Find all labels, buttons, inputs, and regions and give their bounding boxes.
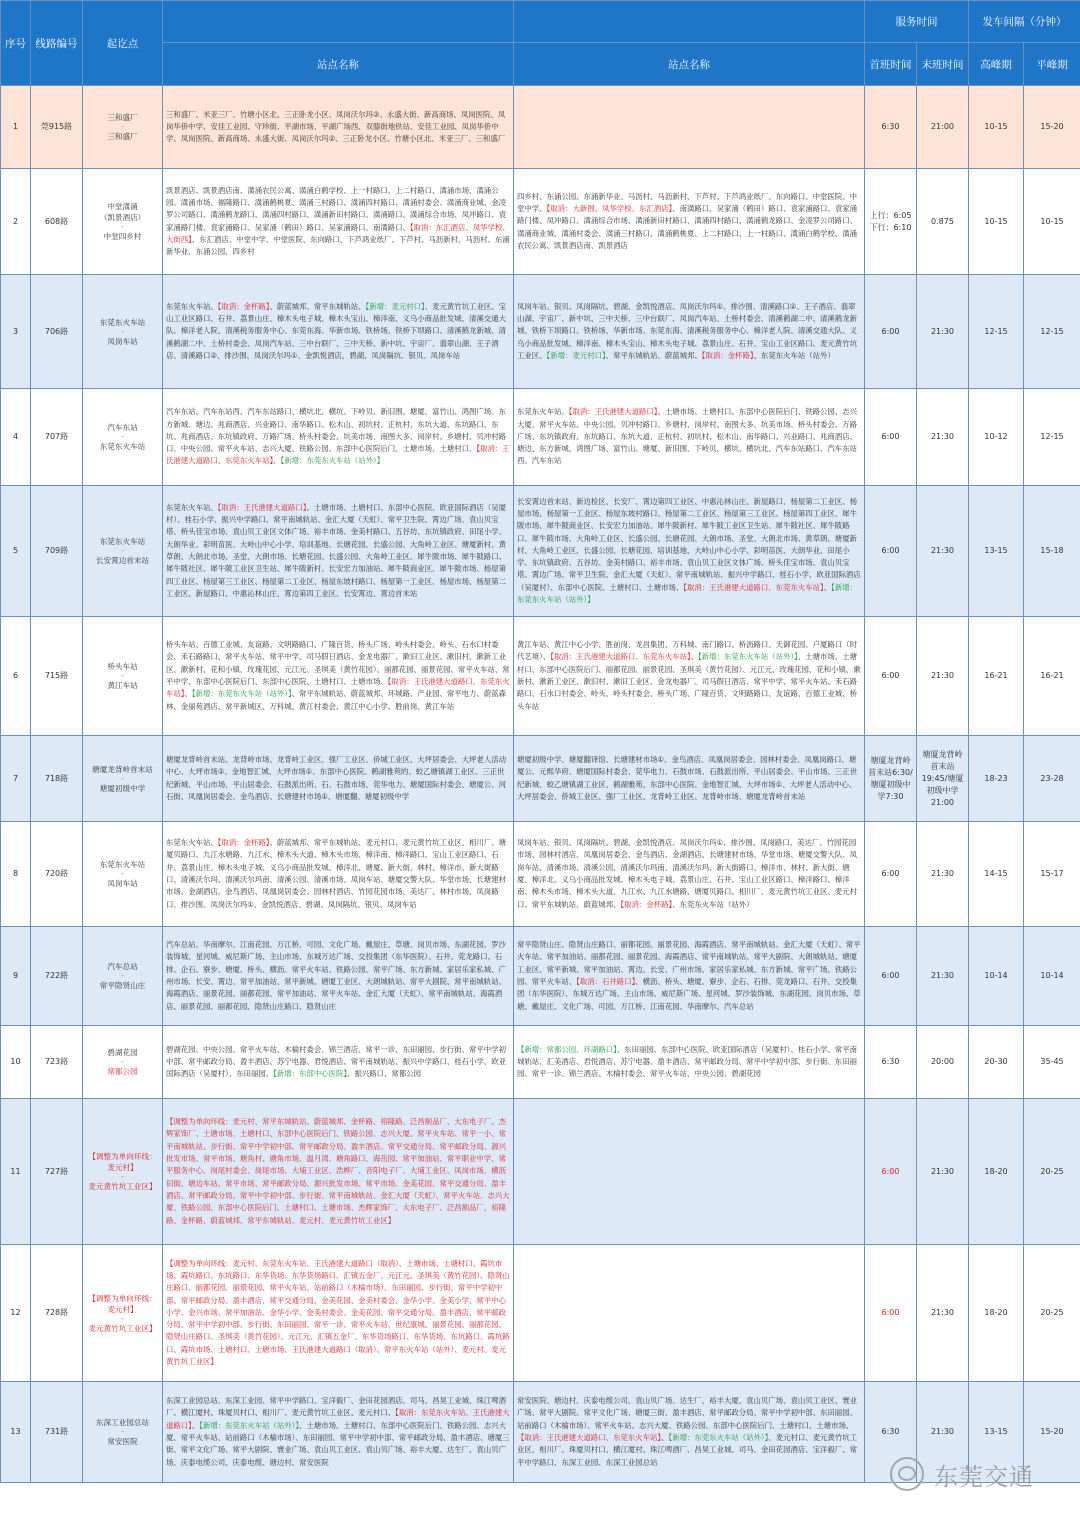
end-point: 中堂四乡村 [103,232,142,241]
last-bus-time: 塘厦龙背岭首末站19:45/塘厦初级中学21:00 [917,736,969,822]
stop-segment: 【取消：王氏港建大道路口、东莞东火车站】 [166,677,510,699]
first-bus-time: 6:00 [865,1245,917,1382]
stop-segment: 【取消：王氏港建大道路口、东莞东火车站】 [517,1433,662,1442]
stop-segment: 凤岗车站、银贝、凤岗隔坑、碧湖、金凯悦酒店、凤岗沃尔玛①、排沙围、凤岗路口、美达厂、竹园花园市场、园林村酒店、凤凰岗居委会、金鸟酒店、金湖酒店、长塘建材市场、华堂市场、塘厦交警大队、凤岗车站、清溪市场、清溪公园、清溪沃尔玛南、清溪沃尔玛、新大街路口、樟洋市、林村、新大街、塘厦、樟洋北、义乌小商品批发城、樟木头电子城、荔景山庄、石井、宝山工业区路口、樟洋路口、樟洋南、樟木头市场、樟木头大道、九江水、九江水塘路、塘厦贝路口、相川厂、麦元黄竹坑工业区、麦元村口、常平东城轨站、蔚蓝城邦、 [517,838,857,909]
route-number: 718路 [31,736,83,822]
first-bus-time: 6:00 [865,389,917,486]
row-seq: 11 [1,1099,31,1245]
peak-interval: 10-15 [969,86,1024,169]
peak-interval: 10-14 [969,927,1024,1026]
stops-down [514,1245,865,1382]
stop-segment: 碧湖花园、中央公园、常平火车站、木棆村委会、锦兰酒店、常平一诊、东田丽园、步行街、常平中学初中部、常平邮政分局、盈丰酒店、苏宁电器、君悦酒店、常平南城轨站、振兴中学路口、桂石小学、欧亚国际酒店（吴厦村）、东田丽园、 [166,1044,506,1079]
stops-down [514,1382,865,1483]
stops-down [514,617,865,736]
stop-segment: 【新增：东莞东火车站（站外）】 [517,582,857,605]
stop-segment: 【取消：金杯路】 [217,301,270,311]
row-seq: 2 [1,169,31,275]
stop-segment: 东莞东火车站、 [166,838,218,848]
header-stops-down: 站点名称 [514,43,865,86]
endpoint-separator: - [121,1427,124,1436]
stops-up [163,1026,514,1099]
route-endpoints [83,86,163,169]
peak-interval: 18-20 [969,1245,1024,1382]
stop-segment: 【取消：王氏港建大道路口、东莞东火车站】 [166,444,510,466]
header-seq: 序号 [1,1,31,86]
stops-up [163,486,514,617]
endpoint-separator: - [121,546,124,555]
stops-up [163,1245,514,1382]
header-blank-up [163,1,514,43]
route-endpoints [83,617,163,736]
first-bus-time: 6:00 [865,617,917,736]
stop-segment: 【取消：金杯路】 [620,899,673,909]
stop-segment: 【新增：东部中心医院】 [273,1069,348,1079]
route-number: 722路 [31,927,83,1026]
offpeak-interval: 15-17 [1024,822,1080,927]
stops-up [163,389,514,486]
stop-segment: 、土塘市场、土塘村口、东部中心医院后门、丽都花园、丽景花园、圣琪美（黄竹花园）、元江元、玫瑰花园、花和小镇、漱新村、漱新工业区、漱旧村、漱旧工业区、金龙电器厂、司马假日酒店、常平中学、常平火车站、禾石路路口、石水口村委会、岭头、岭头村委会、桥头广场、广隆百货、文明路路口、友谊路、百德工业城、桥头车站 [517,652,861,711]
end-point: 黄江车站 [107,681,138,690]
row-seq: 3 [1,275,31,389]
last-bus-time: 21:30 [917,617,969,736]
endpoint-separator: - [121,773,124,783]
stop-segment: 【调整为单向环线：麦元村、常平东城轨站、蔚蓝城邦、金杯路、裕隆路、泛昌制品厂、大东电子厂、杰辉家饰厂、土塘市场、土塘村口、东部中心医院后门、铁路公园、志兴大厦、常平火车站、常平一小、常平南城轨站、步行街、常平中学初中部、常平邮政分局、盈丰酒店、常平交通分局、常平邮政分局、源兴批发市场、常平市场、塘角村、塘角市场、温月湾、塘角路口、海岳园、常平加油站、常平职业中学、常平服务中心、岗尾村委会、岗尾市场、大埔工业区、浩桦厂、音阳电子厂、大埔工业区、凤岗市场、横沥旧街、塘边车站、常平市场、常平邮政分局、源兴批发市场、常平市场、金美花园、常平交通分局、盈丰酒店、常平邮政分局、常平中学初中部、步行街、常平南城轨站、金汇大厦（天虹）、常平火车站、志兴大厦、铁路公园、东部中心医院后门、土塘村口、土塘市场、杰辉家饰厂、大东电子厂、泛昌制品厂、裕隆路、金杯路、蔚蓝城邦、常平东城轨站、麦元村、麦元黄竹坑工业区】 [166,1117,510,1225]
last-bus-time: 20:00 [917,1026,969,1099]
stop-segment: 、常平东城轨站、蔚蓝城邦、 [605,350,702,360]
end-point: 东莞东火车站 [99,442,146,451]
end-point: 塘厦初级中学 [99,783,146,793]
endpoint-separator: - [121,1057,124,1066]
route-number: 706路 [31,275,83,389]
row-seq: 10 [1,1026,31,1099]
stop-segment: 、土塘市场、土塘村口、东部中心医院后门、铁路公园、志兴大厦、常平火车站、站前路口（木棆市场）、东田丽园、常平中学初中部、常平邮政分局、盈丰酒店、塘厦三街、常平文化广场、常平大剧院、寰业广场、袁山贝工业区、袁山贝广场、裕丰大厦、达生厂、袁山贝广场、庆泰电缆公司、庆泰电缆、塘边村、常安医院 [166,1420,510,1467]
stop-segment: 【新增：东莞东火车站（站外）】 [199,1420,300,1430]
stop-segment: 【取消：大新围、凤华学校、东汇酒店】 [546,204,673,214]
first-bus-time: 上行：6:05 下行：6:10 [865,169,917,275]
end-point: 常都公园 [107,1067,138,1076]
stops-down [514,86,865,169]
first-bus-time: 6:30 [865,1026,917,1099]
stop-segment: 【取消：石井路口】 [576,977,636,986]
start-point: （凯景酒店） [99,213,146,222]
stop-segment: 东莞东火车站、 [166,301,218,311]
stops-up [163,617,514,736]
table-row [1,1026,1080,1099]
peak-interval: 10-15 [969,169,1024,275]
offpeak-interval: 20-25 [1024,1245,1080,1382]
stop-segment: 【取消：金杯路】 [217,838,270,848]
route-endpoints [83,1382,163,1483]
route-endpoints [83,1099,163,1245]
stop-segment: 长安霄边首末站、新边检区、长安厂、霄边第四工业区、中惠沁林山庄、新屋路口、杨屋第二工业区、杨屋市场、杨屋第一工业区、杨屋东坡村路口、杨屋第二工业区、杨屋第三工业区、杨屋第四工业区、犀牛陂市场、犀牛陂商业区、长安宏力加油站、犀牛陂新村、犀牛陂工业区卫生站、犀牛陂社区、犀牛陂路口、犀牛陂市场、大角岭工业区、长盛公园、长塘花园、大朗市场、圣堂、大朗北市场、黄草朗、塘厦新村、大角岭工业区、长盛公园、长塘花园、培训基地、大岭山中心小学、彩明苗医、大朗华业、田尾小学、东坑镇政府、五谷坊、金美村路口、裕丰市场、袁山贝工业区文体广场、桥头佳宝市场、袁山贝宝塔、霄边广场、常平卫生院、金汇大厦（天虹）、常平南城轨站、振兴中学路口、桂石小学、欧亚国际酒店（吴厦村）、东部中心医院、土塘村口、土塘市场、 [517,496,861,592]
stop-segment: 、常平东城轨站、蔚蓝城邦、环城路、产业园、常平电力、蔚蓝森林、金丽苑酒店、常平新城区、万科城、黄江村委会、黄江中心小学、胜前岗、黄江车站 [166,689,506,711]
last-bus-time: 21:30 [917,275,969,389]
route-endpoints [83,927,163,1026]
header-route-no: 线路编号 [31,1,83,86]
last-bus-time: 21:00 [917,86,969,169]
header-blank-down [514,1,865,43]
stops-up [163,1382,514,1483]
start-point: 汽车总站 [107,962,138,971]
stop-segment: 、东莞东火车站（站外） [753,350,835,360]
header-stops-up: 站点名称 [163,43,514,86]
endpoint-separator: - [121,1313,124,1323]
stop-segment: 、蔚蓝城邦、常平东城轨站、麦元村口、麦元黄竹坑工业区、相川厂、塘厦贝路口、九江水塘路、九江水、樟木头大道、樟木头市场、樟洋南、樟洋路口、宝山工业区路口、石井、荔景山庄、樟木头电子城、义乌小商品批发城、樟洋北、塘厦、新大街、林村、樟洋市、新大街路口、清溪沃尔玛、清溪沃尔玛南、清溪公园、清溪市场、凤岗车站、塘厦交警大队、华堂市场、长塘建材市场、金湖酒店、金鸟酒店、凤凰岗居委会、园林村酒店、竹园花园市场、美达厂、林村市场、凤岗路口、排沙围、凤岗沃尔玛①、金凯悦酒店、碧湖、凤岗隔坑、银贝、凤岗车站 [166,838,506,909]
header-first-bus: 首班时间 [865,43,917,86]
route-number: 608路 [31,169,83,275]
route-number: 707路 [31,389,83,486]
stop-segment: 、 [191,1420,200,1430]
header-last-bus: 末班时间 [917,43,969,86]
route-number: 723路 [31,1026,83,1099]
route-endpoints [83,1245,163,1382]
end-point: 常平隐贤山庄 [99,981,146,990]
stop-segment: 、麦元黄竹坑工业区、宝山工业区路口、石井、荔景山庄、樟木头电子城、樟木头宝山、樟洋南、义乌小商品批发城、清溪交通大队、樟洋老人院、清溪税务服务中心、东莞东海、华新市场、铁桥场、铁桥下坝路口、清溪鹤龙新城、清溪鹤湖二中、土桥村委会、凤岗汽车站、三中台联厂、三中天桥、新中坑、宇宙厂、翡翠山湖、王子酒店、清溪路口②、排沙围、凤岗沃尔玛①、金凯悦酒店、碧湖、凤岗隔坑、银贝、凤岗车站 [166,301,507,360]
stop-segment: 桥头车站、百德工业城、友谊路、文明路路口、广隆百货、桥头广场、岭头村委会、岭头、石水口村委会、禾石路路口、常平火车站、常平中学、司马假日酒店、金龙电器厂、漱旧工业区、漱旧村、漱新工业区、漱新村、花和小镇、玫瑰花园、元江元、圣琪美（黄竹花园）、丽都花园、丽景花园、常平火车站、常平中学、东部中心医院后门、东部中心医院、土塘村口、土塘市场、 [166,640,510,686]
header-interval: 发车间隔（分钟） [969,1,1080,43]
offpeak-interval: 23-28 [1024,736,1080,822]
end-point: 麦元黄竹坑工业区】 [88,1323,157,1333]
table-row [1,1245,1080,1382]
stop-segment: 【新增：东莞东火车站（站外）】 [668,1433,769,1442]
stops-down [514,736,865,822]
row-seq: 13 [1,1382,31,1483]
endpoint-separator: - [121,326,124,336]
stop-segment: 、 [273,456,281,466]
stop-segment: 【新增：东莞东火车站（站外）】 [698,652,798,662]
offpeak-interval: 12-15 [1024,389,1080,486]
stop-segment: 【取消：王氏港建大道路口】 [217,502,307,512]
watermark [890,1453,1070,1493]
row-seq: 5 [1,486,31,617]
stop-segment: 、东田丽园、东部中心医院、欧亚国际酒店（吴厦村）、桂石小学、常平南城轨站、汇美酒店、君悦酒店、苏宁电器、盈丰酒店、常平邮政分局、常平中学初中部、步行街、东田丽园、常平一诊、锦兰酒店、木棆村委会、常平火车站、中央公园、碧湖花园 [517,1044,857,1079]
last-bus-time: 21:30 [917,1382,969,1483]
route-number: 715路 [31,617,83,736]
table-row [1,736,1080,822]
start-point: 桥头车站 [107,662,138,671]
endpoint-separator: - [121,869,124,878]
first-bus-time: 塘厦龙背岭首末站6:30/塘厦初级中学7:30 [865,736,917,822]
stop-segment: 凤岗车站、银贝、凤岗隔坑、碧湖、金凯悦酒店、凤岗沃尔玛①、排沙围、清溪路口②、王子酒店、翡翠山湖、宇宙厂、新中坑、三中天桥、三中台联厂、凤岗汽车站、土桥村委会、清溪鹤湖二中、清溪鹤龙新城、铁桥下坝路口、铁桥场、华新市场、东莞东海、清溪税务服务中心、樟洋老人院、清溪交通大队、义乌小商品批发城、樟洋南、樟木头宝山、樟木头电子城、荔景山庄、石井、宝山工业区路口、麦元黄竹坑工业区、 [517,301,857,360]
stops-down [514,1099,865,1245]
stop-segment: 塘厦龙背岭首末站、龙背岭市场、龙背岭工业区、强厂工业区、侨城工业区、大坪居委会、大坪老人活动中心、大坪市场②、金地智汇城、大坪市场①、东部中心医院、鹤湖雅苑的、蛟乙塘镇湖工业区、三正世纪新城、平山市场、平山居委会、石鼓派出所、石、石鼓市场、莞华电力、塘厦国际村委会、塘厦公、河石街、凤凰岗居委会、金鸟酒店、长塘建材市场①、塘厦翻、塘厦初级中学 [166,754,506,801]
route-endpoints [83,275,163,389]
stops-up [163,86,514,169]
endpoint-separator: - [121,671,124,680]
stop-segment: 、横沥、桥头、塘厦、寮步、企石、石排、莞龙路口、石井、交投集团（东华医院）、东城万达广场、主山市场、威尼斯广场、星河城、罗沙装饰城、东湖花园、岗贝市场、草塘、戴屋庄、文化广场、可园、万江桥、江南花园、华南摩尔、汽车总站 [517,977,861,1011]
row-seq: 6 [1,617,31,736]
endpoint-separator: - [121,222,124,231]
start-point: 中堂潢涌 [107,202,138,211]
endpoint-separator: - [121,971,124,980]
stop-segment: 、振兴路口、常都公园 [347,1069,421,1079]
header-peak: 高峰期 [969,43,1024,86]
end-point: 凤岗车站 [107,879,138,888]
route-number: 720路 [31,822,83,927]
first-bus-time: 6:00 [865,486,917,617]
stop-segment: 汽车东站、汽车东站西、汽车东站路口、横坑北、横坑、下岭贝、新旧围、塘厦、富竹山、鸿图广场、东方新城、塘边、兆商酒店、兴业路口、南华路口、松木山、初坑村、正杭村、东坑大道、东坑路口、东坑、兆商酒店、东坑镇政府、万路广场、桥头村委会、坑美市场、南图大多、岗岸村、乡塘村、贝冲村路口、中央公园、常平火车站、志兴大厦、铁路公园、东部中心医院后门、土塘市场、土塘村口、 [166,407,506,454]
stop-segment: 汽车总站、华南摩尔、江南花园、万江桥、可园、文化广场、戴屋庄、草塘、岗贝市场、东湖花园、罗沙装饰城、星河城、威尼斯广场、主山市场、东城万达广场、交投集团（东华医院）、石井、莞龙路口、石排、企石、寮步、塘厦、桥头、横沥、常平火车站、铁路公园、常平广场、东方新城、家居乐家私城、广州市场、长安、霄边、常平加油站、常平新城、塘厦工业区、大朗城轨站、常平大剧院、常平南城轨站、海霞酒店、丽景花园、丽都花园、常平加油站、常平火车站、金汇大厦（天虹）、常平南城轨站、海霞酒店、丽景花园、丽都花园、隐贤山庄路口、隐贤山庄 [166,940,506,1011]
stop-segment: 东莞东火车站、 [166,502,218,512]
row-seq: 8 [1,822,31,927]
end-point: 麦元黄竹坑工业区】 [88,1182,157,1191]
stop-segment: 、土塘市场、土塘村口、东部中心医院后门、铁路公园、志兴大厦、常平火车站、中央公园、贝冲村路口、乡塘村、岗岸村、南图大多、坑美市场、桥头村委会、万路广场、东坑镇政府、东坑路口、东坑大道、正杭村、初坑村、松木山、南华路口、兴业路口、兆商酒店、塘边、东方新城、鸿图广场、富竹山、塘厦、新旧围、下岭贝、横坑、横坑北、汽车东站路口、汽车东站西、汽车东站 [517,407,857,466]
route-endpoints [83,389,163,486]
stops-down [514,389,865,486]
offpeak-interval: 15-20 [1024,1382,1080,1483]
stops-up [163,927,514,1026]
start-point: 东莞东火车站 [99,537,146,546]
peak-interval: 18-23 [969,736,1024,822]
stop-segment: 【新增：东莞东火车站（站外）】 [280,456,385,466]
stop-segment: 【调整为单向环线：麦元村、东莞东火车站、王氏港建大道路口（取消）、土塘市场、土塘村口、霞坑市场、霞坑路口、东坑路口、东华货场、东华货场路口、汇镇五金厂、元江元、圣琪美（黄竹花园）、隐贤山庄路口、丽都花园、丽景花园、常平火车站、站前路口（木棆市场）、东田丽园、步行街、常平中学初中部、常平邮政分局、盈丰酒店、常平交通分局、金美花园、金美村委会、金华小学、金美小学、常平中心小学、金兴市场、常平加油站、金华小学、金美村委会、金美花园、常平交通分局、盈丰酒店、常平邮政分局、常平中学初中部、步行街、东田丽园、常平一诊、常平火车站、世纪康城、丽景花园、丽都花园、隐贤山庄路口、圣琪美（黄竹花园）、元江元、汇镇五金厂、东华货场路口、东华货场、东坑路口、霞坑路口、霞坑市场、土塘村口、土塘市场、王氏港建大道路口（取消）、常平东火车站（站外）、麦元村、麦元黄竹坑工业区】 [166,1258,510,1367]
start-point: 东深工业园总站 [95,1418,150,1427]
start-point: 【调整为单向环线：麦元村】 [88,1293,157,1314]
endpoint-separator: - [121,1172,124,1181]
table-row [1,169,1080,275]
stop-segment: 、蔚蓝城邦、常平东城轨站、 [269,301,366,311]
route-number: 莞915路 [31,86,83,169]
stop-segment: 三和盛厂、米亚三厂、竹塘小区北、三正卧龙小区、凤岗沃尔玛②、永盛大街、新高商场、凤岗医院、凤岗华侨中学、安佳工业园、守珍街、平湖市场、平湖广场西、双膝街地铁站、安佳工业园、凤岗华侨中学、凤岗医院、新高商场、永盛大街、凤岗沃尔玛②、三正卧龙小区、竹塘小区北、米亚三厂、三和盛厂 [166,109,506,144]
peak-interval: 16-21 [969,617,1024,736]
start-point: 塘厦龙背岭首末站 [92,764,153,774]
first-bus-time: 6:30 [865,86,917,169]
route-number: 727路 [31,1099,83,1245]
stops-down [514,822,865,927]
table-row [1,486,1080,617]
offpeak-interval: 10-14 [1024,927,1080,1026]
route-endpoints [83,486,163,617]
route-endpoints [83,822,163,927]
last-bus-time: 21:30 [917,486,969,617]
row-seq: 9 [1,927,31,1026]
stop-segment: 【新增：麦元村口】 [546,350,606,360]
offpeak-interval: 10-15 [1024,169,1080,275]
header-service-time: 服务时间 [865,1,969,43]
last-bus-time: 21:30 [917,1099,969,1245]
peak-interval: 18-20 [969,1099,1024,1245]
stop-segment: 、麦元村口、麦元黄竹坑工业区、相川厂、珠厦贝村口、横江厦村、珠江啤酒厂、昌昊工业城、司马、金田花园酒店、宝洋毅厂、常平中学路口、东深工业园、东深工业园总站 [517,1433,857,1467]
end-point: 三和盛厂 [107,132,138,141]
route-number: 728路 [31,1245,83,1382]
last-bus-time: 21:30 [917,389,969,486]
peak-interval: 10-12 [969,389,1024,486]
header-endpoints: 起讫点 [83,1,163,86]
end-point: 常安医院 [107,1437,138,1446]
first-bus-time: 6:00 [865,822,917,927]
stop-segment: 、 [661,1433,669,1442]
table-row [1,86,1080,169]
row-seq: 4 [1,389,31,486]
stop-segment: 凯景酒店、凯景酒店南、潢涌农民公寓、潢涌白鹤学校、上一村路口、上二村路口、潢涌市场、潢涌公园、潢涌市场、福隆路口、潢涌鹤桃夏、潢涌三村路口、潢涌四村路口、潢涌村委会、潢涌商业城、金凌罗公司路口、潢涌鹤龙路口、潢涌四村路口、潢涌新田村路口、潢涌路口、潢涌综合市场、凤冲路口、袁家涌路门楼、袁家涌路口、吴家涌（鹤田）路口、吴家涌路口、南潢路口、 [166,185,506,232]
table-row [1,389,1080,486]
table-body [1,86,1080,1483]
stop-segment: 【取消：王氏港建大道路口、东莞东火车站】 [683,582,824,592]
first-bus-time: 6:30 [865,1382,917,1483]
stop-segment: 东莞东火车站、 [517,407,569,417]
table-row [1,275,1080,389]
first-bus-time: 6:00 [865,927,917,1026]
route-endpoints [83,1026,163,1099]
peak-interval: 13-15 [969,1382,1024,1483]
peak-interval: 12-15 [969,275,1024,389]
stop-segment: 【取消：东汇酒店、凤华学校、大街西】 [166,222,510,244]
table-header [1,1,1080,86]
stop-segment: 、土塘市场、土塘村口、东部中心医院、欧亚国际酒店（吴厦村）、桂石小学、振兴中学路口、常平南城轨站、金汇大厦（天虹）、常平卫生院、霄边广场、袁山贝宝塔、桥头佳宝市场、袁山贝工业区文体广场、裕丰市场、金美村路口、五谷坊、东坑镇政府、田尾小学、大朗华业、彩明苗医、大岭山中心小学、培训基地、长塘花园、长盛公园、大角岭工业区、塘厦新村、黄草朗、大朗北市场、圣堂、大朗市场、长塘花园、长盛公园、大角岭工业区、犀牛陂市场、犀牛陂路口、犀牛陂社区、犀牛陂工业区卫生站、犀牛陂新村、长安宏力加油站、犀牛陂商业区、犀牛陂市场、杨屋第四工业区、杨屋第三工业区、杨屋第二工业区、杨屋东坡村路口、杨屋第一工业区、杨屋市场、杨屋第二工业区、新屋路口、中惠沁林山庄、霄边第四工业区、长安霄边、霄边首末站 [166,502,506,598]
offpeak-interval: 16-21 [1024,617,1080,736]
table-row [1,617,1080,736]
stops-up [163,169,514,275]
route-number: 731路 [31,1382,83,1483]
end-point: 长安霄边首末站 [95,556,150,565]
stop-segment: 、 [690,652,699,662]
header-offpeak: 平峰期 [1024,43,1080,86]
first-bus-time: 6:00 [865,1099,917,1245]
route-endpoints [83,736,163,822]
stops-down [514,275,865,389]
start-point: 汽车东站 [107,423,138,432]
offpeak-interval: 15-18 [1024,486,1080,617]
start-point: 【调整为单向环线：麦元村】 [88,1152,157,1172]
stop-segment: 塘厦初级中学、塘厦翻译馆、长塘建材市场①、金鸟酒店、凤凰岗居委会、园林村委会、凤凰岗路口、塘厦公、元熙华府、塘厦国际村委会、莞华电力、石鼓市场、石鼓派出所、平山居委会、平山市场、三正世纪新城、蛟乙塘镇湖工业区、鹤湖雅苑、东部中心医院、金地智汇城、大坪市场①、大坪老人活动中心、大坪居委会、侨城工业区、强厂工业区、龙背岭工业区、龙背岭市场、塘厦龙背岭首末站 [517,754,857,801]
stop-segment: 、东汇酒店、中堂中学、中堂医院、东向路口、下芦鸿业纸厂、下芦村、马沥新村、马沥村、东涌新华业、东涌公园、四乡村 [166,234,510,257]
row-seq: 1 [1,86,31,169]
stop-segment: 常安医院、塘边村、庆泰电缆公司、袁山贝广场、达生厂、裕丰大厦、袁山贝广场、袁山贝工业区、寰业广场、常平大剧院、常平文化广场、塘厦三街、盈丰酒店、常平邮政分局、常平中学初中部、东田丽园、站前路口（木棆市场）、常平火车站、志兴大厦、铁路公园、东部中心医院后门、土塘村口、土塘市场、 [517,1396,857,1430]
stop-segment: 、 [184,689,192,699]
endpoint-separator: - [121,122,124,131]
table-row [1,927,1080,1026]
start-point: 碧湖花园 [107,1048,138,1057]
stop-segment: 、 [823,582,832,592]
row-seq: 7 [1,736,31,822]
first-bus-time: 6:00 [865,275,917,389]
stop-segment: 东深工业园总站、东深工业园、常平中学路口、宝洋毅厂、金田花园酒店、司马、昌昊工业城、珠江啤酒厂、横江厦村、珠厦贝村口、相川厂、麦元黄竹坑工业区、麦元村口、 [166,1396,506,1418]
table-row [1,1099,1080,1245]
last-bus-time: 21:30 [917,822,969,927]
stop-segment: 【取消：王氏港建大道路口】 [568,407,658,417]
stops-up [163,1099,514,1245]
stop-segment: 常平隐贤山庄、隐贤山庄路口、丽都花园、丽景花园、海霞酒店、常平南城轨站、金汇大厦（天虹）、常平火车站、常平加油站、丽都花园、丽景花园、海霞酒店、常平南城轨站、常平大剧院、大朗城轨站、塘厦工业区、常平新城、常平加油站、霄边、长安、广州市场、家居乐家私城、东方新城、常平广场、铁路公园、常平火车站、 [517,940,861,986]
last-bus-time: 21:30 [917,927,969,1026]
stop-segment: 黄江车站、黄江中心小学、胜前岗、龙昌集团、万科城、南门路口、桥沥路口、天御花园、户厦路口（时代艺境）、 [517,640,857,662]
peak-interval: 20-30 [969,1026,1024,1099]
wechat-icon [890,1457,924,1491]
watermark-text: 东莞交通 [934,1463,1034,1491]
peak-interval: 13-15 [969,486,1024,617]
stops-down [514,486,865,617]
offpeak-interval: 35-45 [1024,1026,1080,1099]
stop-segment: 【新增：麦元村口】 [365,301,425,311]
offpeak-interval: 12-15 [1024,275,1080,389]
offpeak-interval: 20-25 [1024,1099,1080,1245]
stops-up [163,736,514,822]
stop-segment: 、南潢路口、吴家涌（鹤田）路口、袁家涌路口、袁家涌路门楼、凤冲路口、潢涌综合市场、潢涌新田村路口、潢涌四村路口、潢涌鹤龙路口、金凌罗公司路口、潢涌商业城、潢涌村委会、潢涌三村路口、潢涌鹤桃夏、上二村路口、上一村路口、潢涌白鹤学校、潢涌农民公寓、凯景酒店南、凯景酒店 [517,204,857,250]
stop-segment: 【取消：王氏港建大道路口、东莞东火车站】 [550,652,691,662]
stops-down [514,927,865,1026]
route-endpoints [83,169,163,275]
start-point: 东莞东火车站 [99,317,146,327]
stop-segment: 【取消：金杯路】 [701,350,754,360]
last-bus-time: 21:30 [917,1245,969,1382]
last-bus-time: 0.875 [917,169,969,275]
stop-segment: 【新增：东莞东火车站（站外）】 [191,689,292,699]
table-row [1,822,1080,927]
offpeak-interval: 15-20 [1024,86,1080,169]
stop-segment: 、东莞东火车站（站外） [672,899,754,909]
end-point: 凤岗车站 [107,336,138,346]
stops-up [163,275,514,389]
row-seq: 12 [1,1245,31,1382]
stops-down [514,169,865,275]
stop-segment: 【新增：常都公园、环湖路口】 [517,1044,617,1054]
stops-down [514,1026,865,1099]
start-point: 东莞东火车站 [99,860,146,869]
route-number: 709路 [31,486,83,617]
endpoint-separator: - [121,432,124,441]
peak-interval: 14-15 [969,822,1024,927]
start-point: 三和盛厂 [107,113,138,122]
stop-segment: 【取消：东莞东火车站、王氏港建大道路口】 [166,1408,510,1430]
stop-segment: 四乡村、东涌公园、东涌新华业、马沥村、马沥新村、下芦村、下芦鸿业纸厂、东向路口、中堂医院、中堂中学、 [517,191,857,214]
stops-up [163,822,514,927]
